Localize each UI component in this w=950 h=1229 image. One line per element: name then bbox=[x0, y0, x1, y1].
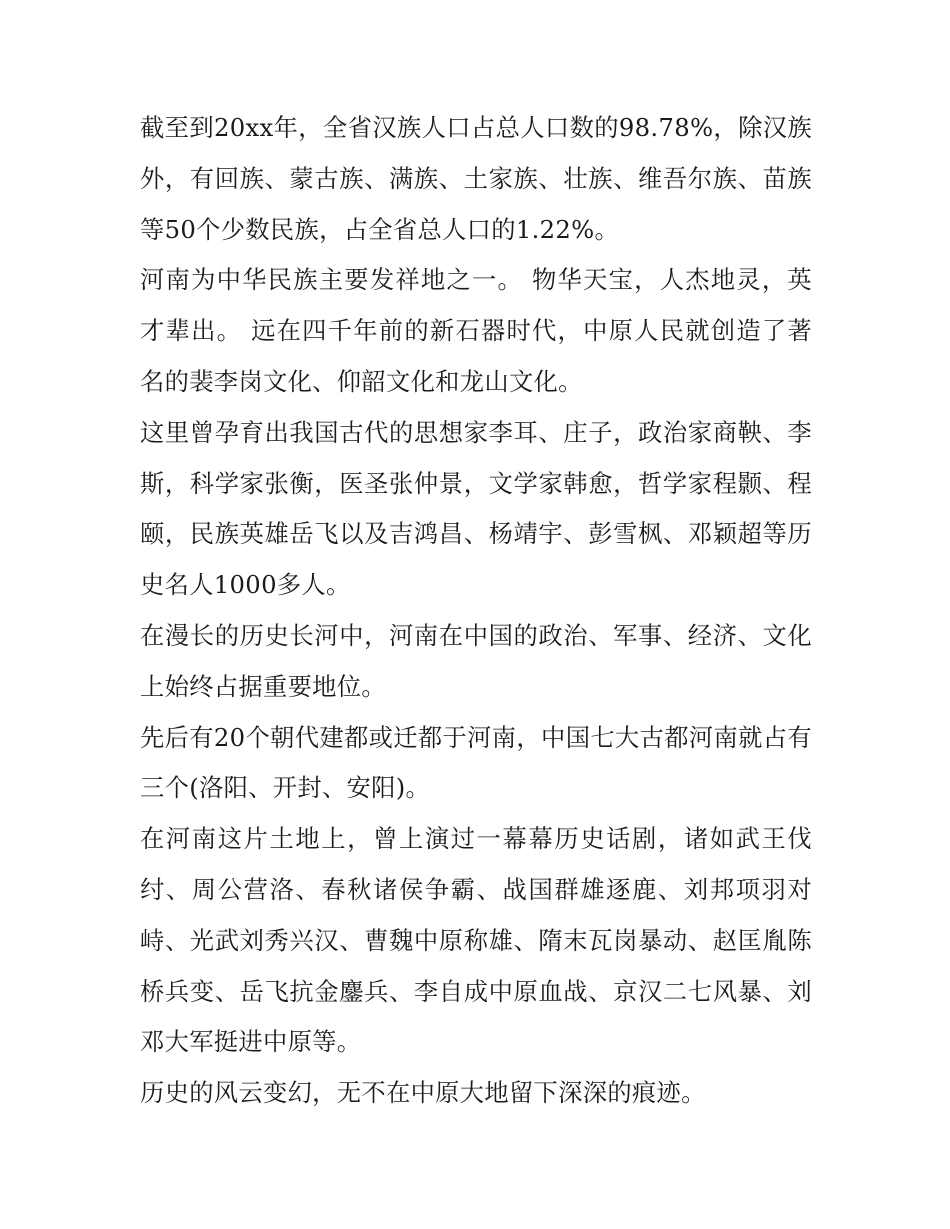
paragraph-historical-dramas: 在河南这片土地上，曾上演过一幕幕历史话剧，诸如武王伐纣、周公营洛、春秋诸侯争霸、战国群雄逐鹿、刘邦项羽对峙、光武刘秀兴汉、曹魏中原称雄、隋末瓦岗暴动、赵匡胤陈桥兵变、岳飞抗金鏖兵、李自成中原血战、京汉二七风暴、刘邓大军挺进中原等。 bbox=[140, 824, 812, 1057]
paragraph-historical-status: 在漫长的历史长河中，河南在中国的政治、军事、经济、文化上始终占据重要地位。 bbox=[140, 620, 812, 701]
paragraph-notable-figures: 这里曾孕育出我国古代的思想家李耳、庄子，政治家商鞅、李斯，科学家张衡，医圣张仲景，文学家韩愈，哲学家程颢、程颐，民族英雄岳飞以及吉鸿昌、杨靖宇、彭雪枫、邓颖超等历史名人1000多人。 bbox=[140, 417, 812, 600]
document-body bbox=[140, 103, 812, 1119]
paragraph-population: 截至到20xx年，全省汉族人口占总人口数的98.78%，除汉族外，有回族、蒙古族、满族、土家族、壮族、维吾尔族、苗族等50个少数民族，占全省总人口的1.22%。 bbox=[140, 113, 812, 244]
paragraph-cradle: 河南为中华民族主要发祥地之一。 物华天宝，人杰地灵，英才辈出。 远在四千年前的新石器时代，中原人民就创造了著名的裴李岗文化、仰韶文化和龙山文化。 bbox=[140, 265, 812, 396]
paragraph-closing: 历史的风云变幻，无不在中原大地留下深深的痕迹。 bbox=[140, 1078, 706, 1108]
paragraph-ancient-capitals: 先后有20个朝代建都或迁都于河南，中国七大古都河南就占有三个(洛阳、开封、安阳)。 bbox=[140, 722, 812, 803]
